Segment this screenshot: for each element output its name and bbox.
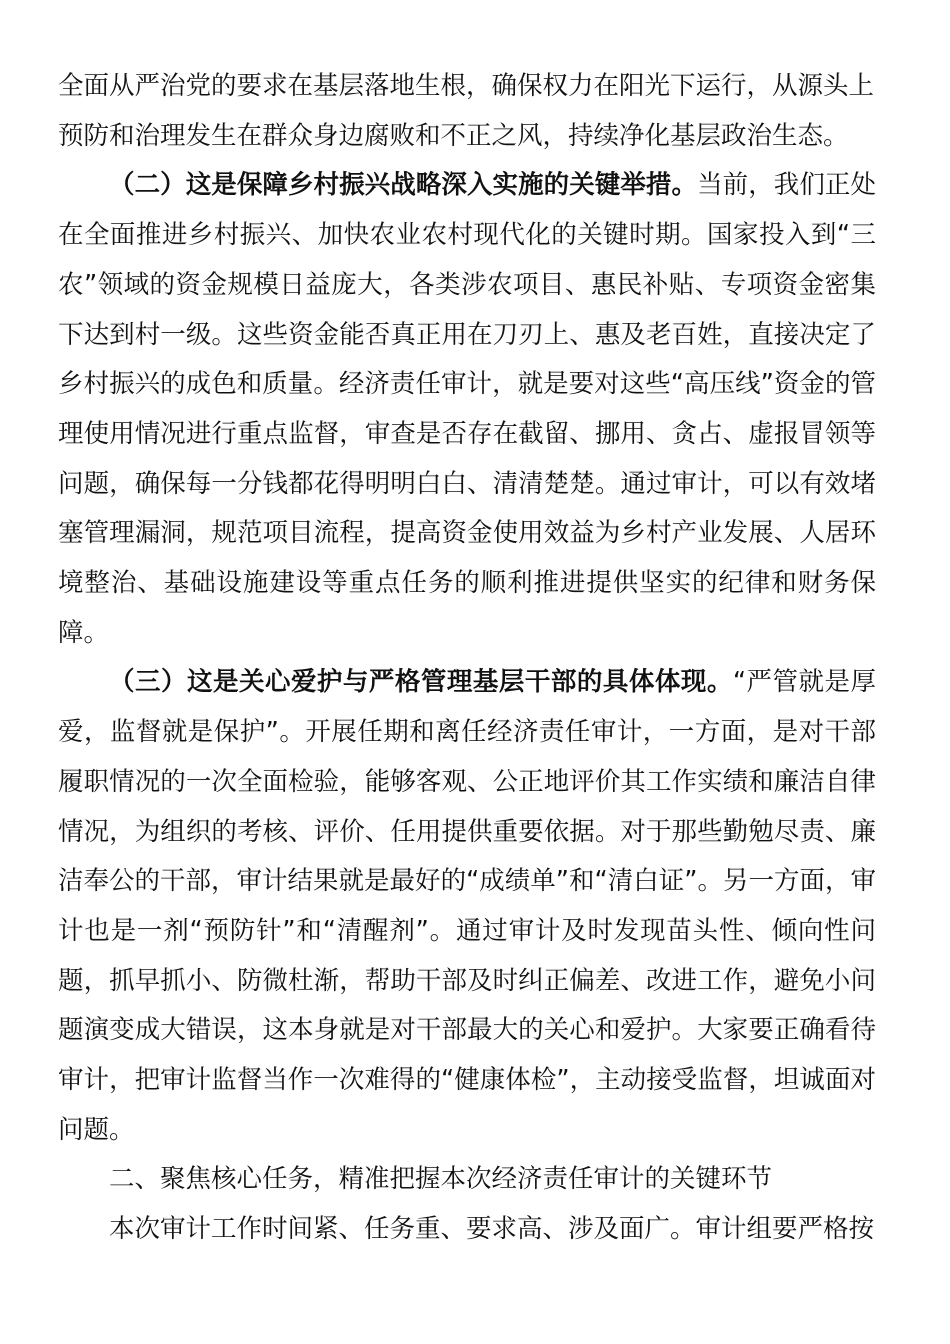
paragraph-lead: （二）这是保障乡村振兴战略深入实施的关键举措。 xyxy=(109,170,698,201)
paragraph-rural-revitalization xyxy=(58,161,876,658)
paragraph-continuation xyxy=(58,62,876,161)
paragraph-text: “严管就是厚爱，监督就是保护”。开展任期和离任经济责任审计，一方面，是对干部履职情况的一次全面检验，能够客观、公正地评价其工作实绩和廉洁自律情况，为组织的考核、评价、任用提供重要依据。对于那些勤勉尽责、廉洁奉公的干部，审计结果就是最好的“成绩单”和“清白证”。另一方面，审计也是一剂“预防针”和“清醒剂”。通过审计及时发现苗头性、倾向性问题，抓早抓小、防微杜渐，帮助干部及时纠正偏差、改进工作，避免小问题演变成大错误，这本身就是对干部最大的关心和爱护。大家要正确看待审计，把审计监督当作一次难得的“健康体检”，主动接受监督，坦诚面对问题。 xyxy=(58,667,876,1145)
paragraph-final: 本次审计工作时间紧、任务重、要求高、涉及面广。审计组要严格按 xyxy=(109,1214,875,1245)
document-page xyxy=(58,62,876,1255)
paragraph-text: 全面从严治党的要求在基层落地生根，确保权力在阳光下运行，从源头上预防和治理发生在群众身边腐败和不正之风，持续净化基层政治生态。 xyxy=(58,71,875,151)
paragraph-text: 当前，我们正处在全面推进乡村振兴、加快农业农村现代化的关键时期。国家投入到“三农”领域的资金规模日益庞大，各类涉农项目、惠民补贴、专项资金密集下达到村一级。这些资金能否真正用在刀刃上、惠及老百姓，直接决定了乡村振兴的成色和质量。经济责任审计，就是要对这些“高压线”资金的管理使用情况进行重点监督，审查是否存在截留、挪用、贪占、虚报冒领等问题，确保每一分钱都花得明明白白、清清楚楚。通过审计，可以有效堵塞管理漏洞，规范项目流程，提高资金使用效益为乡村产业发展、人居环境整治、基础设施建设等重点任务的顺利推进提供坚实的纪律和财务保障。 xyxy=(58,170,876,648)
section-heading: 二、聚焦核心任务，精准把握本次经济责任审计的关键环节 xyxy=(109,1164,773,1195)
paragraph-lead: （三）这是关心爱护与严格管理基层干部的具体体现。 xyxy=(109,667,733,698)
paragraph-cadre-care xyxy=(58,658,876,1155)
